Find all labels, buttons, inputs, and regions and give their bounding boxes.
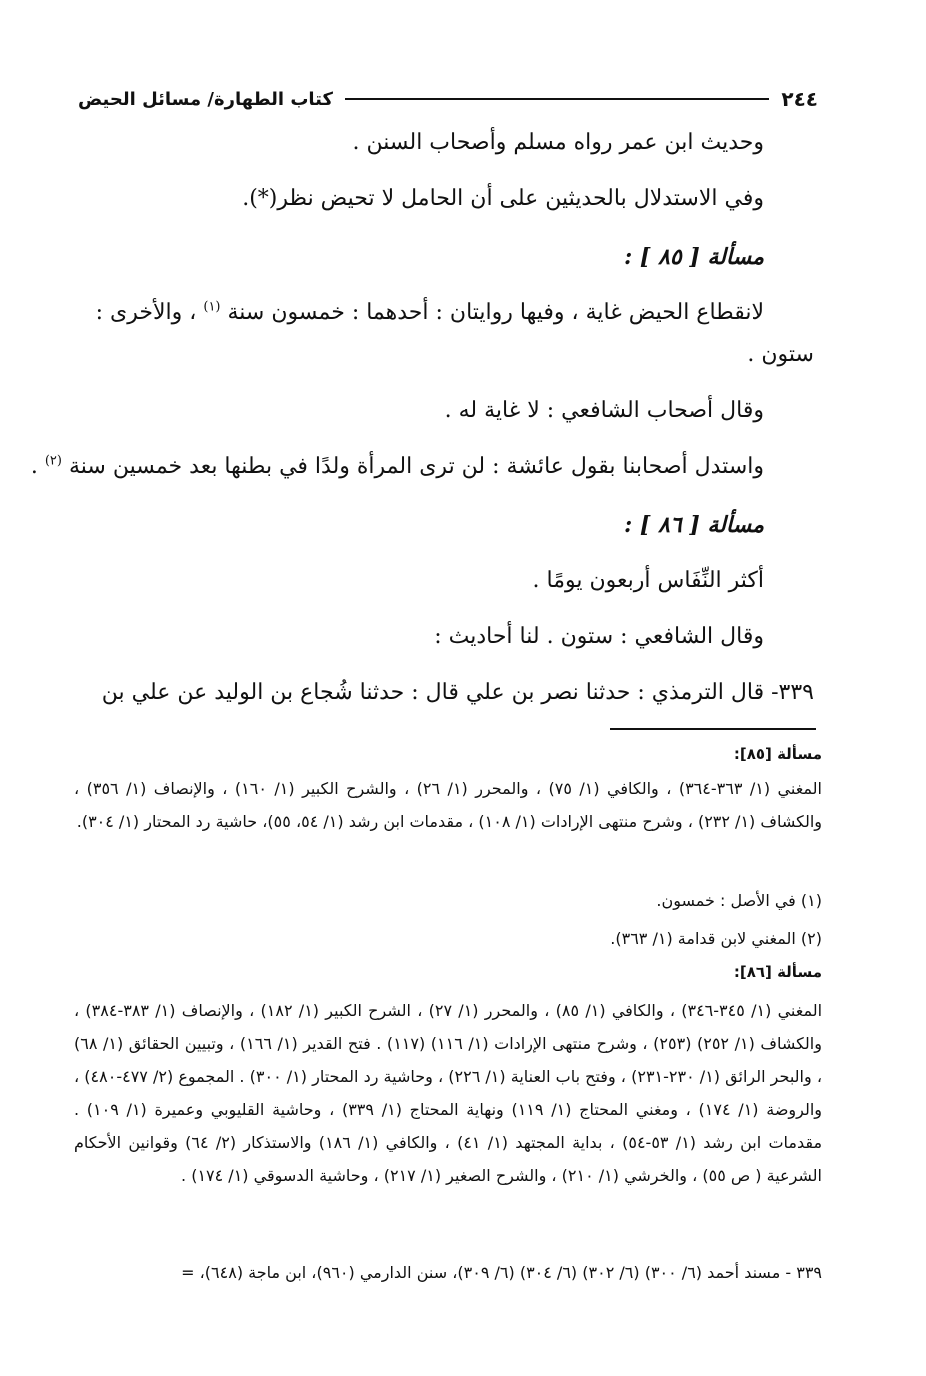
footnote-heading-85: مسألة [٨٥]: (733, 745, 822, 763)
footnote-text-86: المغني (١/ ٣٤٥-٣٤٦) ، والكافي (١/ ٨٥) ، والمحرر (١/ ٢٧) ، الشرح الكبير (١/ ١٨٢) ، والإنصاف (١/ ٣٨٣-٣٨٤) ، والكشاف (١/ ٢٥٢) (٢٥٣) ، وشرح منتهى الإرادات (١/ ١١٦) (١١٧) . فتح القدير (١/ ١٦٦) ، وتبيين الحقائق (١/ ٦٨) ، والبحر الرائق (١/ ٢٣٠-٢٣١) ، وفتح باب العناية (١/ ٢٢٦) ، وحاشية رد المحتار (١/ ٣٠٠) . المجموع (٢/ ٤٧٧-٤٨٠) ، والروضة (١/ ١٧٤) ، ومغني المحتاج (١/ ١١٩) ونهاية المحتاج (١/ ٣٣٩) ، وحاشية القليوبي وعميرة (١/ ١٠٩) . مقدمات ابن رشد (١/ ٥٣-٥٤) ، بداية المجتهد (١/ ٤١) ، والكافي (١/ ١٨٦) والاستذكار (٢/ ٦٤) وقوانين الأحكام الشرعية ( ص ٥٥) ، والخرشي (١/ ٢١٠) ، والشرح الصغير (١/ ٢١٧) ، وحاشية الدسوقي (١/ ١٧٤) . (74, 1001, 823, 1185)
paragraph: وقال الشافعي : ستون . لنا أحاديث : (434, 624, 764, 649)
footnote-ref: (١) (203, 299, 221, 315)
footnote-1: (١) في الأصل : خمسون. (656, 891, 822, 910)
paragraph: وقال أصحاب الشافعي : لا غاية له . (444, 398, 764, 423)
header-rule (345, 98, 769, 100)
paragraph: أكثر النِّفَاس أربعون يومًا . (532, 568, 764, 593)
section-heading-85: مسألة [ ٨٥ ] : (624, 244, 764, 270)
footnote-separator (610, 728, 816, 730)
footnote-text-85: المغني (١/ ٣٦٣-٣٦٤) ، والكافي (١/ ٧٥) ، والمحرر (١/ ٢٦) ، والشرح الكبير (١/ ١٦٠) ، والإنصاف (١/ ٣٥٦) ، والكشاف (١/ ٢٣٢) ، وشرح منتهى الإرادات (١/ ١٠٨) ، مقدمات ابن رشد (١/ ٥٤، ٥٥)، حاشية رد المحتار (١/ ٣٠٤). (74, 779, 822, 831)
paragraph: وحديث ابن عمر رواه مسلم وأصحاب السنن . (352, 130, 764, 155)
hadith-339: ٣٣٩- قال الترمذي : حدثنا نصر بن علي قال : حدثنا شُجاع بن الوليد عن علي بن (101, 680, 814, 705)
paragraph-text: ، والأخرى : (95, 300, 197, 325)
footnote-2: (٢) المغني لابن قدامة (١/ ٣٦٣). (610, 929, 822, 948)
footnote-heading-86: مسألة [٨٦]: (733, 963, 822, 981)
paragraph: وفي الاستدلال بالحديثين على أن الحامل لا تحيض نظر(*). (242, 186, 764, 211)
footnote-ref: (٢) (44, 453, 62, 469)
running-title: كتاب الطهارة/ مسائل الحيض (78, 88, 333, 110)
footnote-339: ٣٣٩ - مسند أحمد (٦/ ٣٠٠) (٦/ ٣٠٢) (٦/ ٣٠٤) (٦/ ٣٠٩)، سنن الدارمي (٩٦٠)، ابن ماجة (٦٤٨)، = (181, 1263, 822, 1282)
page-number: ٢٤٤ (781, 87, 818, 111)
paragraph-text: . (30, 454, 38, 479)
section-heading-86: مسألة [ ٨٦ ] : (624, 512, 764, 538)
running-header (78, 84, 818, 114)
paragraph-text: واستدل أصحابنا بقول عائشة : لن ترى المرأة ولدًا في بطنها بعد خمسين سنة (68, 454, 764, 479)
paragraph-continuation: ستون . (747, 342, 814, 367)
paragraph-text: لانقطاع الحيض غاية ، وفيها روايتان : أحدهما : خمسون سنة (227, 300, 764, 325)
paragraph (74, 296, 764, 330)
paragraph (31, 450, 764, 484)
